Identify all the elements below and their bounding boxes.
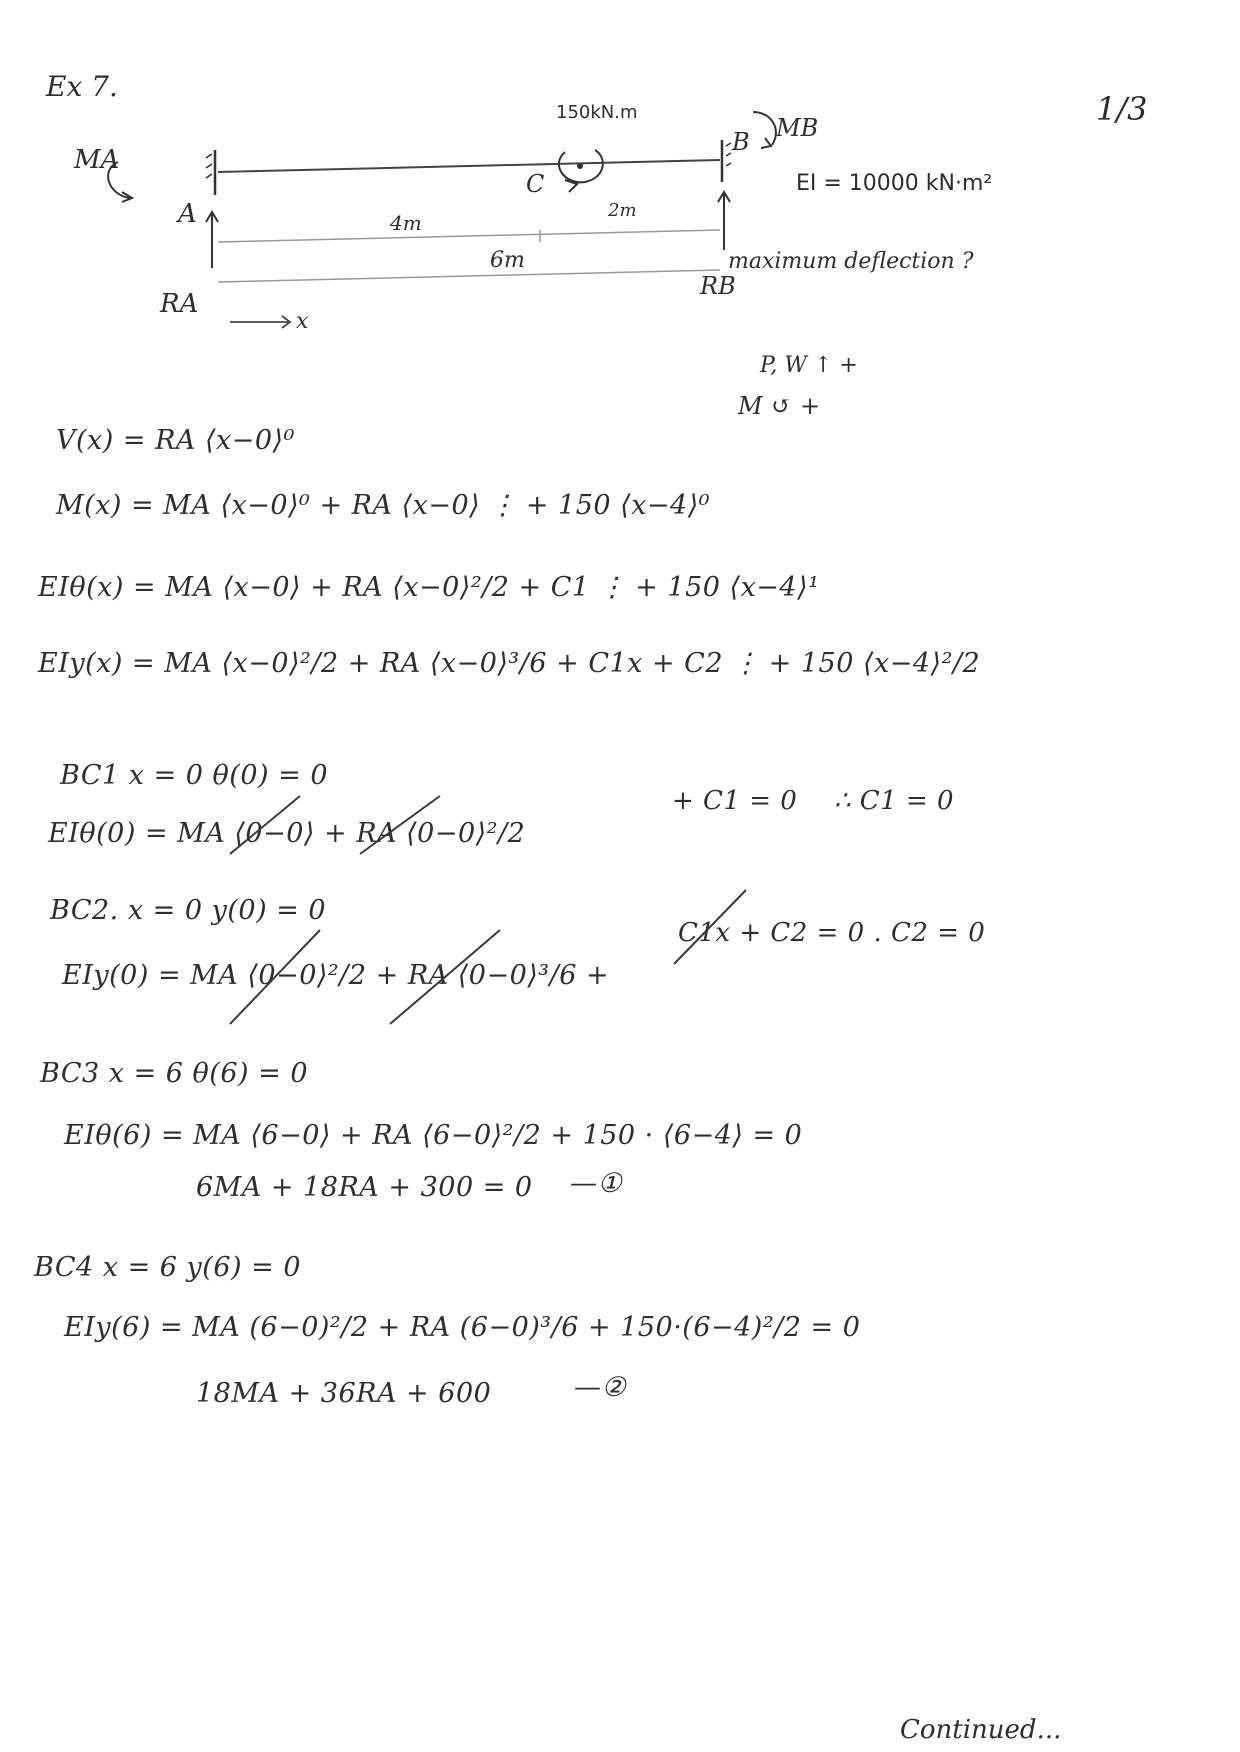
bc2-equation: EIy(0) = MA ⟨0−0⟩²/2 + RA ⟨0−0⟩³/6 + (62, 960, 610, 991)
hatch-a (206, 154, 212, 178)
moment-b-arrow (753, 112, 776, 145)
label-ra: RA (160, 289, 199, 319)
bc3-equation: EIθ(6) = MA ⟨6−0⟩ + RA ⟨6−0⟩²/2 + 150 · ⟨6−4⟩ = 0 (64, 1120, 803, 1151)
label-b: B (732, 128, 750, 156)
equation-slope: EIθ(x) = MA ⟨x−0⟩ + RA ⟨x−0⟩²/2 + C1 ⋮ + 150 ⟨x−4⟩¹ (38, 572, 820, 603)
label-sign-moment: M ↺ + (738, 392, 821, 420)
label-total-length: 6m (490, 248, 525, 273)
dimension-line-total (218, 270, 720, 282)
bc2-heading: BC2. x = 0 y(0) = 0 (50, 895, 327, 926)
label-seg-right: 2m (608, 200, 637, 221)
bc4-equation: EIy(6) = MA (6−0)²/2 + RA (6−0)³/6 + 150·(6−4)²/2 = 0 (64, 1312, 861, 1343)
bc2-result-strikethrough (668, 880, 758, 970)
bc1-heading: BC1 x = 0 θ(0) = 0 (60, 760, 329, 791)
label-sign-force: P, W ↑ + (760, 353, 858, 378)
equation-shear: V(x) = RA ⟨x−0⟩⁰ (56, 425, 295, 456)
bc2-strikethrough (220, 920, 520, 1030)
equation-deflection: EIy(x) = MA ⟨x−0⟩²/2 + RA ⟨x−0⟩³/6 + C1x + C2 ⋮ + 150 ⟨x−4⟩²/2 (38, 648, 981, 679)
point-c-marker (577, 163, 583, 169)
label-ma: MA (74, 145, 120, 175)
bc4-heading: BC4 x = 6 y(6) = 0 (34, 1252, 302, 1283)
label-question: maximum deflection ? (728, 249, 974, 274)
bc2-result: C1x + C2 = 0 . C2 = 0 (678, 918, 986, 948)
dimension-line-segments (218, 230, 720, 242)
beam-diagram (60, 90, 1100, 390)
bc4-simplified: 18MA + 36RA + 600 (196, 1378, 492, 1409)
beam-line (218, 160, 720, 172)
equation-moment: M(x) = MA ⟨x−0⟩⁰ + RA ⟨x−0⟩ ⋮ + 150 ⟨x−4⟩⁰ (56, 490, 711, 521)
label-mb: MB (776, 114, 819, 142)
bc3-simplified: 6MA + 18RA + 300 = 0 (196, 1172, 533, 1203)
moment-b-arrowhead (761, 138, 771, 148)
bc4-tag: —② (574, 1372, 627, 1403)
label-seg-left: 4m (390, 211, 422, 235)
bc1-strikethrough (210, 790, 470, 860)
bc1-conclusion: ∴ C1 = 0 (834, 786, 955, 816)
page-title: Ex 7. (46, 70, 118, 103)
bc1-equation: EIθ(0) = MA ⟨0−0⟩ + RA ⟨0−0⟩²/2 (48, 818, 526, 849)
label-stiffness: EI = 10000 kN·m² (796, 171, 993, 196)
page-number: 1/3 (1096, 90, 1148, 128)
bc1-result: + C1 = 0 (672, 786, 798, 816)
hatch-b (726, 143, 731, 166)
bc3-heading: BC3 x = 6 θ(6) = 0 (40, 1058, 309, 1089)
label-a: A (178, 199, 197, 229)
bc3-tag: —① (570, 1168, 623, 1199)
continued-note: Continued... (900, 1715, 1062, 1745)
label-rb: RB (700, 272, 736, 300)
label-c: C (526, 170, 545, 198)
label-applied-moment: 150kN.m (556, 102, 638, 123)
label-x-axis: x (296, 309, 309, 334)
